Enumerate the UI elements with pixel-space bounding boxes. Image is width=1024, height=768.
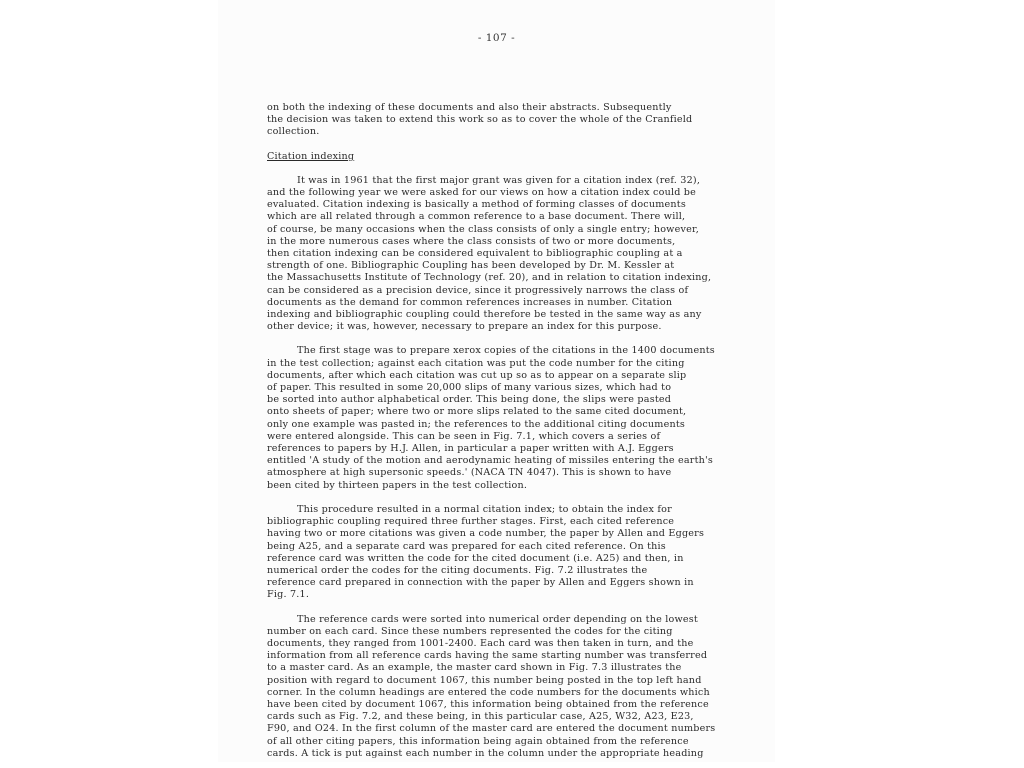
text-line: in the more numerous cases where the class consists of two or more documents, bbox=[267, 235, 676, 247]
text-line: cards such as Fig. 7.2, and these being, in this particular case, A25, W32, A23, E23, bbox=[267, 711, 694, 723]
paragraph-intro bbox=[267, 102, 737, 139]
text-line: have been cited by document 1067, this information being obtained from the reference bbox=[267, 698, 709, 710]
text-line: documents as the demand for common references increases in number. Citation bbox=[267, 296, 673, 308]
text-line: indexing and bibliographic coupling could therefore be tested in the same way as any bbox=[267, 309, 702, 321]
text-line: references to papers by H.J. Allen, in particular a paper written with A.J. Eggers bbox=[267, 443, 674, 455]
text-line: information from all reference cards having the same starting number was transferred bbox=[267, 650, 708, 662]
text-line: be sorted into author alphabetical order. This being done, the slips were pasted bbox=[267, 394, 672, 406]
text-line: then citation indexing can be considered equivalent to bibliographic coupling at a bbox=[267, 248, 683, 260]
text-line: in the test collection; against each citation was put the code number for the citing bbox=[267, 357, 685, 369]
text-line: been cited by thirteen papers in the test collection. bbox=[267, 479, 528, 491]
text-line: which are all related through a common reference to a base document. There will, bbox=[267, 211, 686, 223]
section-body bbox=[267, 175, 737, 760]
text-line: entitled 'A study of the motion and aerodynamic heating of missiles entering the earth's bbox=[267, 455, 713, 467]
text-line: The reference cards were sorted into numerical order depending on the lowest bbox=[297, 613, 698, 625]
page-content bbox=[267, 102, 737, 760]
text-line: reference card prepared in connection with the paper by Allen and Eggers shown in bbox=[267, 577, 694, 589]
text-line: documents, after which each citation was cut up so as to appear on a separate slip bbox=[267, 369, 687, 381]
text-line: position with regard to document 1067, this number being posted in the top left hand bbox=[267, 674, 702, 686]
text-line: numerical order the codes for the citing documents. Fig. 7.2 illustrates the bbox=[267, 564, 648, 576]
text-line: having two or more citations was given a code number, the paper by Allen and Eggers bbox=[267, 528, 705, 540]
text-line: Fig. 7.1. bbox=[267, 589, 310, 601]
text-line: This procedure resulted in a normal citation index; to obtain the index for bbox=[297, 503, 672, 515]
page-number: - 107 - bbox=[477, 32, 516, 44]
text-line: collection. bbox=[267, 126, 320, 138]
text-line: only one example was pasted in; the references to the additional citing documents bbox=[267, 418, 686, 430]
section-heading: Citation indexing bbox=[267, 150, 355, 162]
text-line: can be considered as a precision device, since it progressively narrows the class of bbox=[267, 284, 689, 296]
text-line: documents, they ranged from 1001-2400. Each card was then taken in turn, and the bbox=[267, 637, 694, 649]
text-line: strength of one. Bibliographic Coupling has been developed by Dr. M. Kessler at bbox=[267, 260, 675, 272]
text-line: atmosphere at high supersonic speeds.' (NACA TN 4047). This is shown to have bbox=[267, 467, 672, 479]
text-line: on both the indexing of these documents and also their abstracts. Subsequently bbox=[267, 102, 672, 113]
text-line: were entered alongside. This can be seen in Fig. 7.1, which covers a series of bbox=[267, 430, 661, 442]
text-line: F90, and O24. In the first column of the master card are entered the document numbers bbox=[267, 723, 716, 735]
text-line: cards. A tick is put against each number in the column under the appropriate heading bbox=[267, 747, 704, 759]
text-line: corner. In the column headings are entered the code numbers for the documents which bbox=[267, 686, 710, 698]
text-line: reference card was written the code for the cited document (i.e. A25) and then, in bbox=[267, 552, 684, 564]
text-line: of course, be many occasions when the class consists of only a single entry; however, bbox=[267, 223, 699, 235]
text-line: It was in 1961 that the first major grant was given for a citation index (ref. 32), bbox=[297, 174, 701, 186]
text-line: evaluated. Citation indexing is basically a method of forming classes of documents bbox=[267, 199, 686, 211]
paragraph bbox=[267, 175, 737, 334]
paragraph bbox=[267, 345, 737, 491]
text-line: the Massachusetts Institute of Technology (ref. 20), and in relation to citation indexing, bbox=[267, 272, 712, 284]
text-line: of paper. This resulted in some 20,000 slips of many various sizes, which had to bbox=[267, 382, 672, 394]
text-line: bibliographic coupling required three further stages. First, each cited reference bbox=[267, 516, 675, 528]
text-line: the decision was taken to extend this work so as to cover the whole of the Cranfield bbox=[267, 114, 693, 126]
paragraph bbox=[267, 614, 737, 760]
text-line: being A25, and a separate card was prepared for each cited reference. On this bbox=[267, 540, 666, 552]
text-line: to a master card. As an example, the master card shown in Fig. 7.3 illustrates the bbox=[267, 662, 682, 674]
text-line: of all other citing papers, this information being again obtained from the reference bbox=[267, 735, 689, 747]
text-line: other device; it was, however, necessary to prepare an index for this purpose. bbox=[267, 321, 662, 333]
paragraph bbox=[267, 504, 737, 602]
text-line: and the following year we were asked for our views on how a citation index could be bbox=[267, 187, 697, 199]
text-line: number on each card. Since these numbers represented the codes for the citing bbox=[267, 625, 673, 637]
section-heading-wrapper bbox=[267, 151, 737, 163]
text-line: onto sheets of paper; where two or more slips related to the same cited document, bbox=[267, 406, 687, 418]
document-page bbox=[218, 0, 775, 762]
text-line: The first stage was to prepare xerox copies of the citations in the 1400 documents bbox=[297, 345, 715, 357]
